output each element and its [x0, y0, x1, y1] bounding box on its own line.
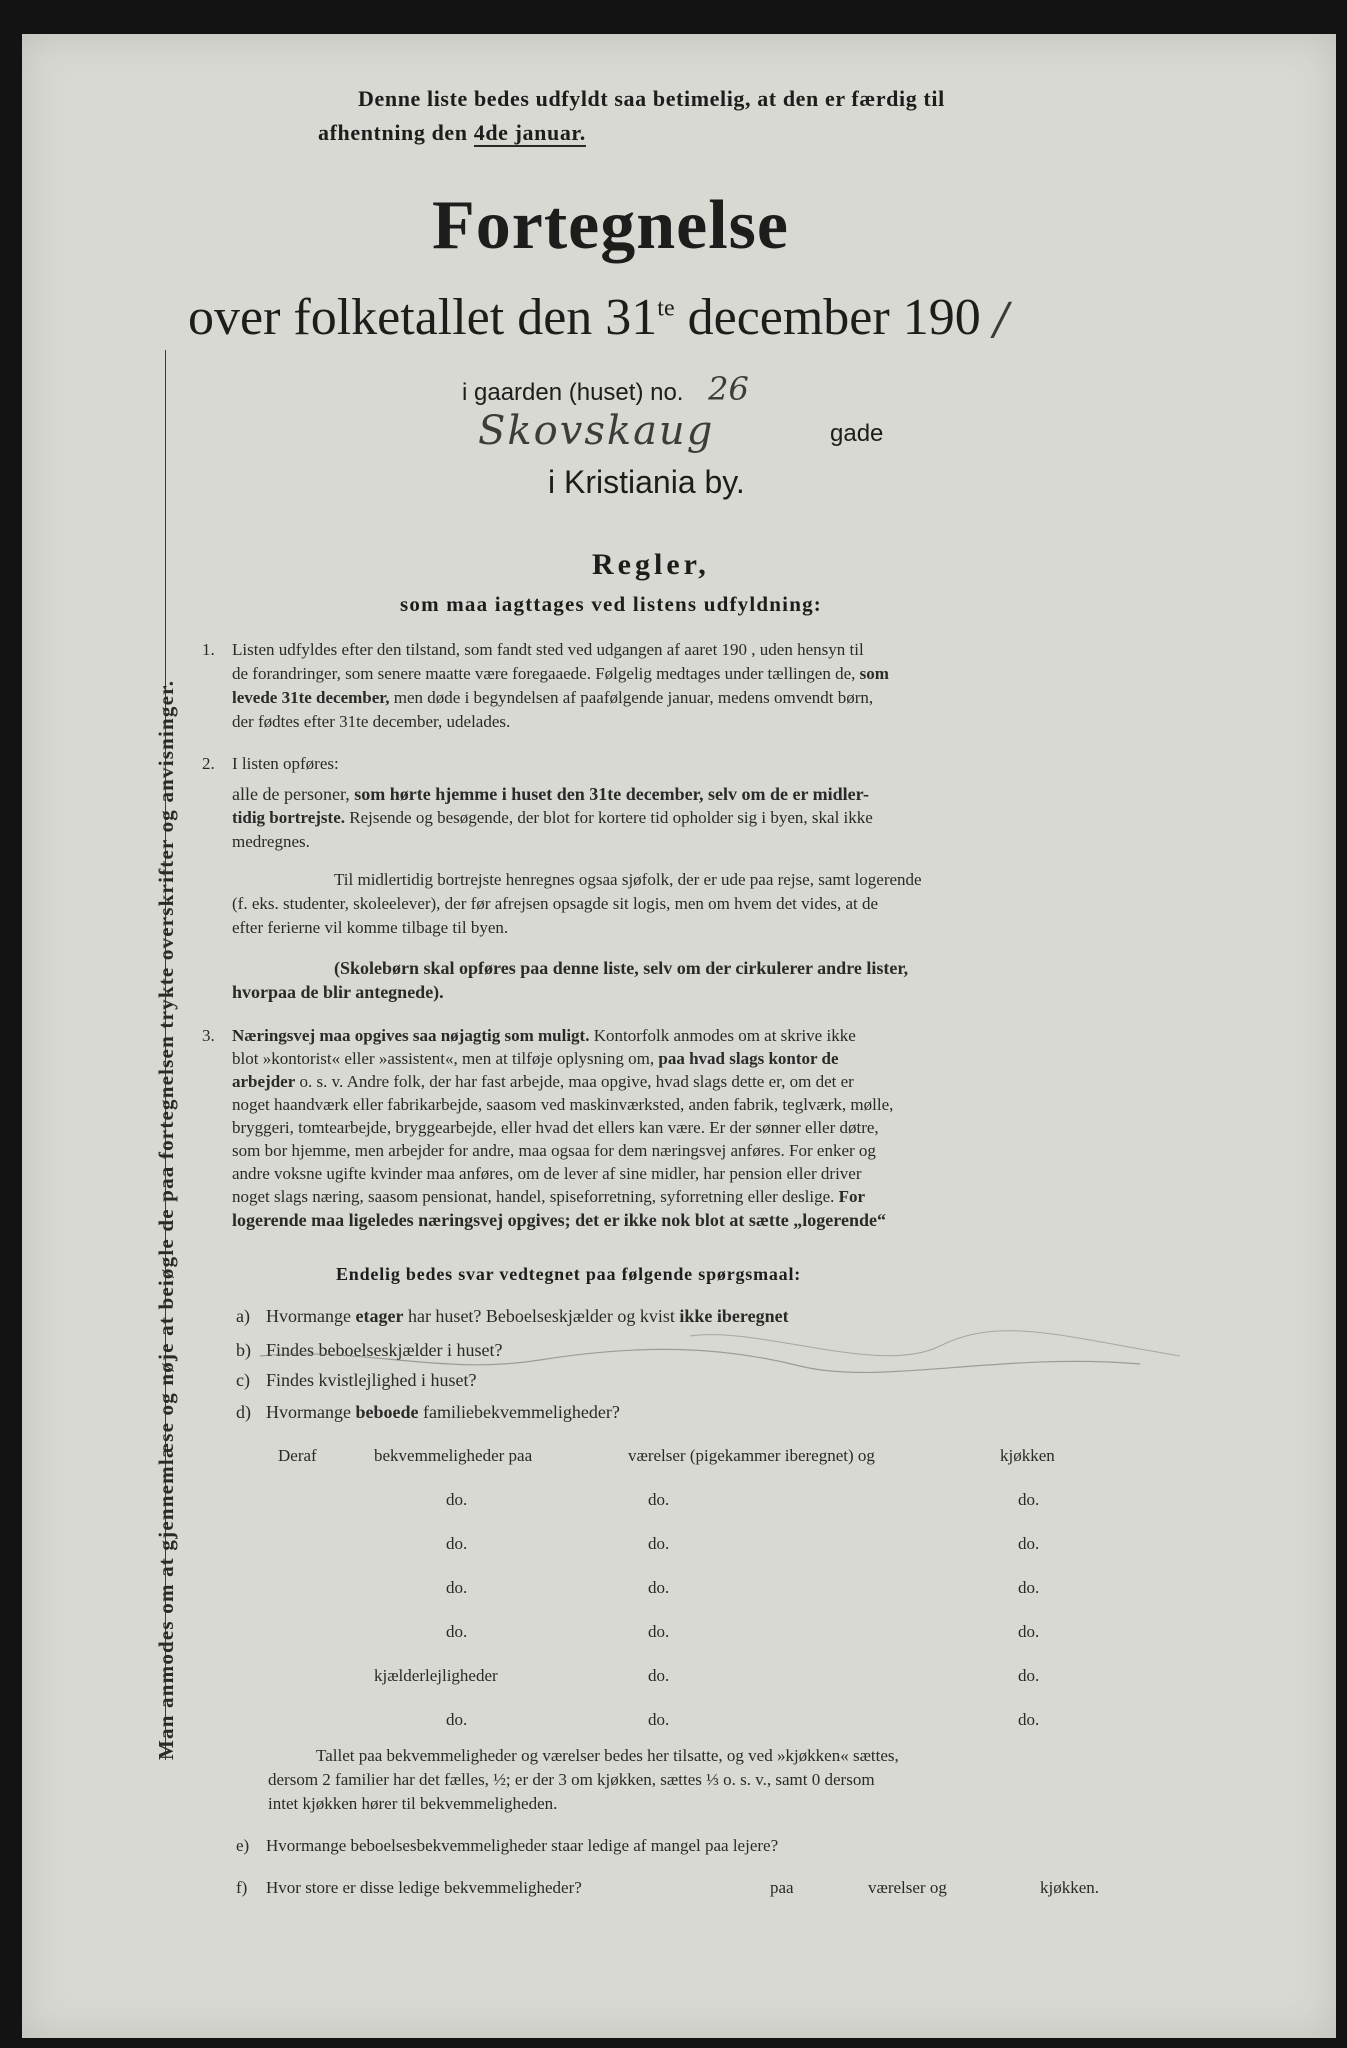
rule-3-l2-text: blot »kontorist« eller »assistent«, men at tilføje oplysning om, [232, 1049, 659, 1068]
question-f-text: Hvor store er disse ledige bekvemmeligheder? [266, 1878, 582, 1897]
rule-3-l1-bold: Næringsvej maa opgives saa nøjagtig som muligt. [232, 1026, 590, 1045]
rules-subheading: som maa iagttages ved listens udfyldning: [400, 592, 822, 616]
question-a-part2: har huset? Beboelseskjælder og kvist [403, 1306, 680, 1326]
rule-3-line-1 [232, 1026, 856, 1046]
rule-1-l2-bold: som [859, 664, 889, 683]
subtitle-sup: te [657, 295, 675, 322]
house-label-row [462, 370, 749, 408]
rule-3-line-7: andre voksne ugifte kvinder maa anføres, om de lever af sine midler, har pension eller driver [232, 1164, 862, 1183]
row-1-c2: do. [446, 1490, 468, 1509]
subtitle-suffix: december 190 [674, 289, 981, 346]
rules-heading: Regler, [592, 548, 710, 581]
notice-line-2 [318, 120, 586, 146]
notice-line-1: Denne liste bedes udfyldt saa betimelig, at den er færdig til [358, 86, 945, 111]
row-3-c4: do. [1018, 1578, 1040, 1597]
row-1-c4: do. [1018, 1490, 1040, 1509]
page-subtitle [188, 288, 1009, 347]
row-6-c4: do. [1018, 1710, 1040, 1729]
rule-3-l8-text: noget slags næring, saasom pensionat, handel, spiseforretning, syforretning eller deslige. [232, 1187, 839, 1206]
rule-3-line-9: logerende maa ligeledes næringsvej opgives; det er ikke nok blot at sætte „logerende“ [232, 1210, 886, 1230]
question-c-text: Findes kvistlejlighed i huset? [266, 1370, 477, 1390]
question-a-bold1: etager [355, 1306, 404, 1326]
rule-3-line-8 [232, 1187, 865, 1207]
table-header-c4: kjøkken [1000, 1446, 1055, 1465]
rule-1-l3-text: men døde i begyndelsen af paafølgende januar, medens omvendt børn, [389, 688, 874, 707]
table-header-c3: værelser (pigekammer iberegnet) og [628, 1446, 875, 1465]
question-a-part1: Hvormange [266, 1306, 356, 1326]
rule-2-line-2 [232, 784, 869, 805]
row-6-c3: do. [648, 1710, 670, 1729]
row-4-c4: do. [1018, 1622, 1040, 1641]
rule-3-l3-bold: arbejder [232, 1072, 296, 1091]
rule-3-number: 3. [202, 1026, 215, 1045]
house-label: i gaarden (huset) no. [462, 379, 684, 406]
rule-3-line-6: som bor hjemme, men arbejder for andre, maa ogsaa for dem næringsvej anføres. For enker og [232, 1141, 876, 1160]
rule-3-line-3 [232, 1072, 854, 1092]
city-label: i Kristiania by. [548, 464, 745, 500]
rule-2-line-1: I listen opføres: [232, 754, 339, 773]
pencil-scribble [240, 1316, 1200, 1396]
rule-2-para2-line-2: (f. eks. studenter, skoleelever), der før afrejsen opsagde sit logis, men om hvem det vides, at de [232, 894, 879, 913]
row-5-c2: kjælderlejligheder [374, 1666, 498, 1685]
rule-3-line-5: bryggeri, tomtearbejde, bryggearbejde, eller hvad det ellers kan være. Er der sønner eller døtre, [232, 1118, 879, 1137]
rule-3-l8-bold: For [838, 1187, 866, 1206]
row-4-c3: do. [648, 1622, 670, 1641]
rule-2-l2-text: alle de personer, [232, 784, 355, 804]
question-d-part1: Hvormange [266, 1402, 356, 1422]
row-2-c3: do. [648, 1534, 670, 1553]
street-name-handwritten: Skovskaug [478, 408, 715, 454]
question-f-c2: paa [770, 1878, 794, 1897]
rule-1-line-1: Listen udfyldes efter den tilstand, som fandt sted ved udgangen af aaret 190 , uden hensyn til [232, 640, 864, 659]
rule-1-line-2 [232, 664, 889, 684]
rule-2-l3-bold: tidig bortrejste. [232, 808, 345, 827]
question-d-part2: familiebekvemmeligheder? [418, 1402, 620, 1422]
table-note-line-2: dersom 2 familier har det fælles, ½; er der 3 om kjøkken, sættes ⅓ o. s. v., samt 0 dersom [268, 1770, 875, 1789]
rule-1-line-4: der fødtes efter 31te december, udelades. [232, 712, 511, 731]
rule-3-l2-bold: paa hvad slags kontor de [658, 1049, 839, 1068]
table-header-c2: bekvemmeligheder paa [374, 1446, 533, 1465]
row-2-c4: do. [1018, 1534, 1040, 1553]
row-3-c3: do. [648, 1578, 670, 1597]
rule-2-para3-line-2: hvorpaa de blir antegnede). [232, 982, 444, 1002]
year-digit-handwritten: / [993, 294, 1009, 345]
row-5-c3: do. [648, 1666, 670, 1685]
rule-2-number: 2. [202, 754, 215, 773]
row-4-c2: do. [446, 1622, 468, 1641]
table-header-c1: Deraf [278, 1446, 317, 1465]
question-d-bold: beboede [355, 1402, 419, 1422]
rule-3-l1-text: Kontorfolk anmodes om at skrive ikke [589, 1026, 856, 1045]
row-6-c2: do. [446, 1710, 468, 1729]
notice-prefix: afhentning den [318, 120, 474, 145]
question-a-bold2: ikke iberegnet [679, 1306, 789, 1326]
row-1-c3: do. [648, 1490, 670, 1509]
rule-1-number: 1. [202, 640, 215, 659]
questions-heading: Endelig bedes svar vedtegnet paa følgende spørgsmaal: [336, 1264, 802, 1284]
question-f-c3: værelser og [868, 1878, 947, 1897]
question-e-text: Hvormange beboelsesbekvemmeligheder staar ledige af mangel paa lejere? [266, 1836, 779, 1855]
rule-1-l2-text: de forandringer, som senere maatte være foregaaede. Følgelig medtages under tællingen de, [232, 664, 860, 683]
rule-1-l3-bold: levede 31te december, [232, 688, 390, 707]
rule-2-line-4: medregnes. [232, 832, 310, 851]
rule-1-line-3 [232, 688, 873, 708]
rule-2-l2-bold: som hørte hjemme i huset den 31te december, selv om de er midler- [354, 784, 869, 804]
question-e-label: e) [236, 1836, 250, 1855]
row-3-c2: do. [446, 1578, 468, 1597]
rule-2-line-3 [232, 808, 873, 828]
question-b-label: b) [236, 1340, 251, 1360]
house-number-handwritten: 26 [708, 370, 749, 408]
rule-3-line-4: noget haandværk eller fabrikarbejde, saasom ved maskinværksted, anden fabrik, teglværk, mølle, [232, 1095, 894, 1114]
rule-2-l3-text: Rejsende og besøgende, der blot for kortere tid opholder sig i byen, skal ikke [345, 808, 873, 827]
row-5-c4: do. [1018, 1666, 1040, 1685]
street-suffix: gade [830, 420, 884, 447]
question-a-label: a) [236, 1306, 250, 1326]
question-f-c4: kjøkken. [1040, 1878, 1100, 1897]
rule-2-para2-line-3: efter ferierne vil komme tilbage til byen. [232, 918, 509, 937]
question-c-label: c) [236, 1370, 250, 1390]
rule-2-para2-line-1: Til midlertidig bortrejste henregnes ogsaa sjøfolk, der er ude paa rejse, samt logerende [334, 870, 922, 889]
notice-date: 4de januar. [473, 120, 586, 145]
question-d-label: d) [236, 1402, 251, 1422]
table-note-line-3: intet kjøkken hører til bekvemmeligheden. [268, 1794, 558, 1813]
page-title: Fortegnelse [432, 187, 789, 264]
question-b-text: Findes beboelseskjælder i huset? [266, 1340, 503, 1360]
rule-2-para3-line-1: (Skolebørn skal opføres paa denne liste, selv om der cirkulerer andre lister, [334, 958, 909, 978]
side-instruction-note: Man anmodes om at gjennemlæse og nøje at beiøgle de paa fortegnelsen trykte overskrifter og anvisninger. [154, 679, 178, 1760]
row-2-c2: do. [446, 1534, 468, 1553]
rule-3-l3-text: o. s. v. Andre folk, der har fast arbejde, maa opgive, hvad slags dette er, om det er [295, 1072, 854, 1091]
table-note-line-1: Tallet paa bekvemmeligheder og værelser bedes her tilsatte, og ved »kjøkken« sættes, [316, 1746, 899, 1765]
question-d-text [266, 1402, 620, 1423]
question-f-label: f) [236, 1878, 248, 1897]
rule-3-line-2 [232, 1049, 839, 1069]
subtitle-prefix: over folketallet den 31 [188, 289, 658, 346]
